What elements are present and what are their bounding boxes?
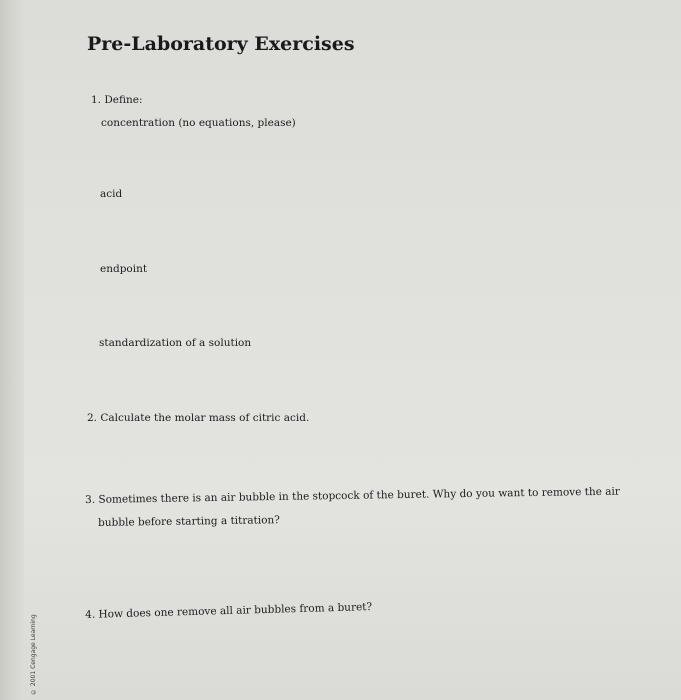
term-concentration: concentration (no equations, please) [101, 117, 296, 129]
term-standardization: standardization of a solution [99, 337, 252, 349]
term-acid: acid [100, 188, 123, 200]
page-title: Pre-Laboratory Exercises [87, 33, 355, 55]
question-3-line-2: bubble before starting a titration? [98, 514, 280, 529]
question-3-line-1: 3. Sometimes there is an air bubble in the stopcock of the buret. Why do you want to remove the air [85, 485, 620, 506]
question-1-label: 1. Define: [91, 94, 143, 106]
page-fold-shadow [0, 0, 24, 700]
copyright-notice: © 2001 Cengage Learning [30, 614, 37, 695]
question-2: 2. Calculate the molar mass of citric acid. [87, 412, 310, 424]
question-4: 4. How does one remove all air bubbles from a buret? [85, 600, 373, 621]
term-endpoint: endpoint [100, 263, 148, 275]
